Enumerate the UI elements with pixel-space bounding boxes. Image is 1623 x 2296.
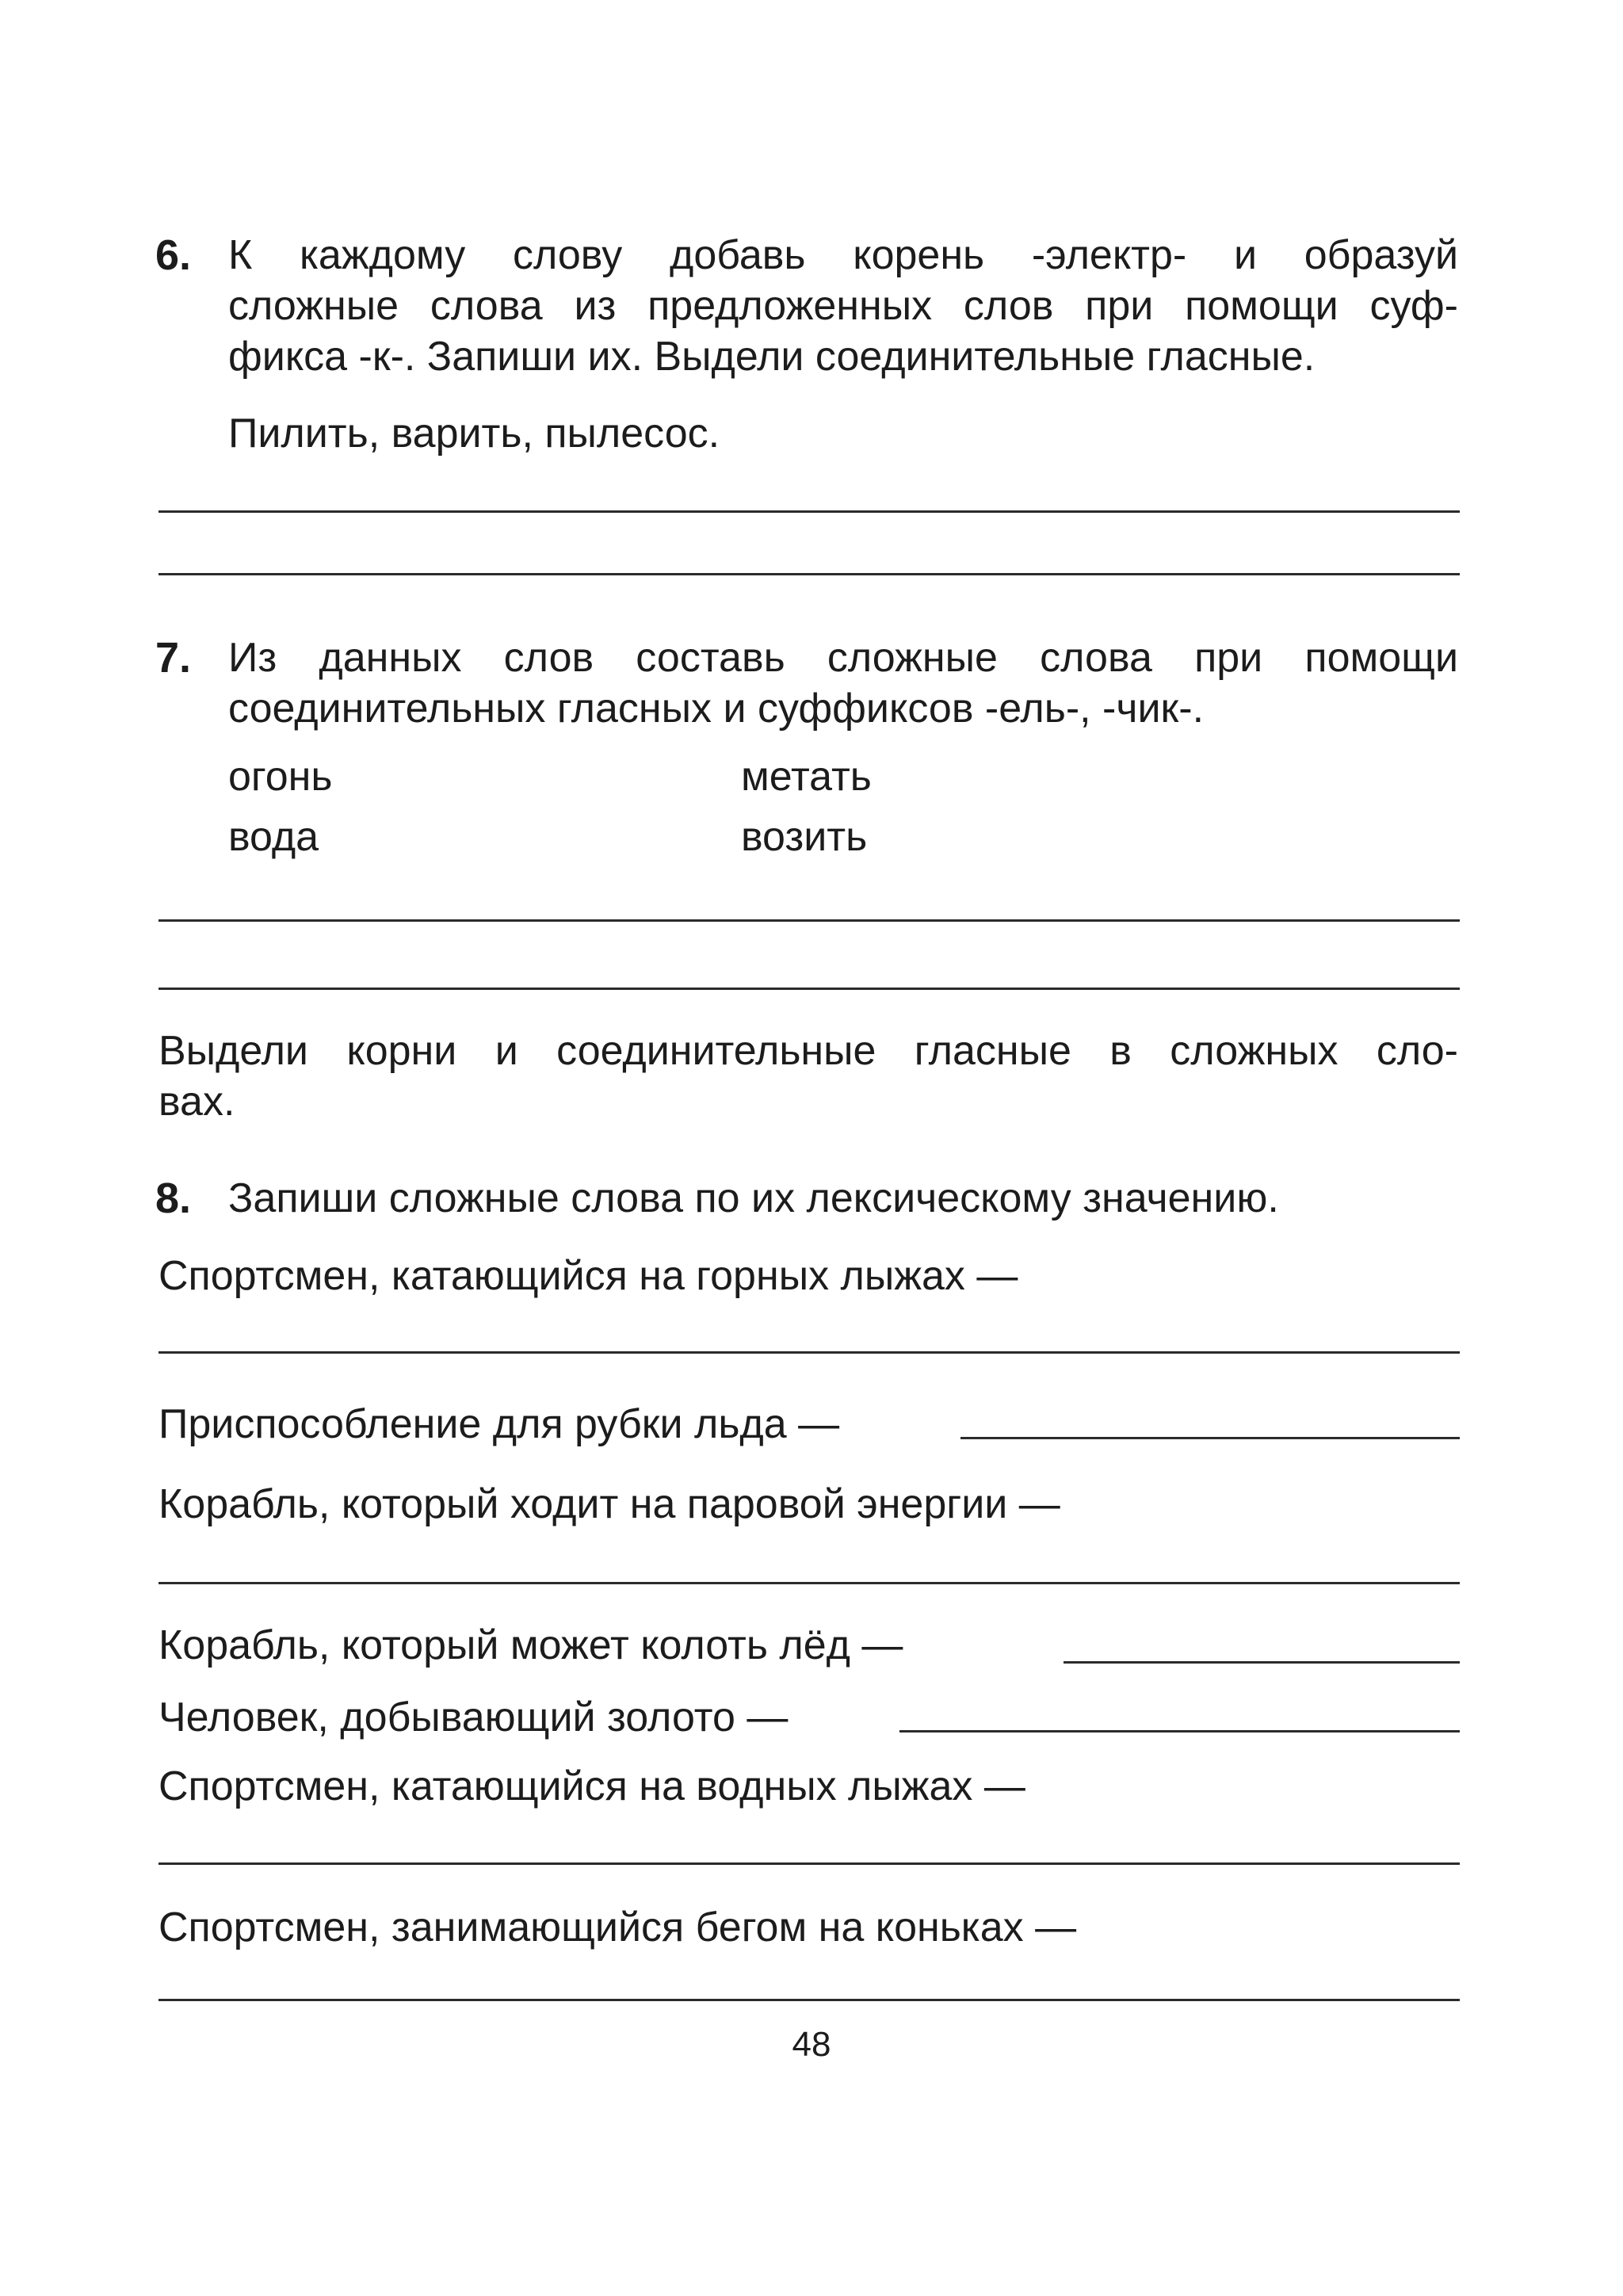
- task-8-item: Человек, добывающий золото —: [158, 1694, 789, 1740]
- task-6-line-2: сложные слова из предложенных слов при помощи суф-: [228, 283, 1458, 329]
- task-7-word: огонь: [228, 754, 333, 800]
- task-8-title: Запиши сложные слова по их лексическому значению.: [228, 1175, 1279, 1221]
- answer-line[interactable]: [158, 919, 1460, 922]
- task-7-note-line-1: Выдели корни и соединительные гласные в сложных сло-: [158, 1028, 1458, 1074]
- answer-line[interactable]: [899, 1730, 1460, 1733]
- task-7-line-2: соединительных гласных и суффиксов -ель-, -чик-.: [228, 686, 1205, 732]
- answer-line[interactable]: [158, 1351, 1460, 1354]
- page-number: 48: [792, 2025, 831, 2064]
- answer-line[interactable]: [960, 1437, 1460, 1439]
- task-6-number: 6.: [155, 231, 192, 279]
- task-7-word: метать: [741, 754, 872, 800]
- answer-line[interactable]: [158, 1999, 1460, 2001]
- task-8-item: Спортсмен, занимающийся бегом на коньках —: [158, 1904, 1077, 1950]
- answer-line[interactable]: [158, 510, 1460, 513]
- task-7-number: 7.: [155, 634, 192, 682]
- task-7-word: возить: [741, 814, 868, 860]
- task-7-line-1: Из данных слов составь сложные слова при помощи: [228, 635, 1458, 681]
- answer-line[interactable]: [1064, 1661, 1460, 1664]
- answer-line[interactable]: [158, 988, 1460, 990]
- task-8-number: 8.: [155, 1175, 192, 1222]
- task-8-item: Спортсмен, катающийся на горных лыжах —: [158, 1253, 1018, 1299]
- answer-line[interactable]: [158, 1862, 1460, 1865]
- task-6-line-1: К каждому слову добавь корень -электр- и образуй: [228, 232, 1458, 278]
- answer-line[interactable]: [158, 573, 1460, 575]
- task-8-item: Приспособление для рубки льда —: [158, 1401, 840, 1447]
- task-8-item: Спортсмен, катающийся на водных лыжах —: [158, 1763, 1025, 1809]
- task-7-note-line-2: вах.: [158, 1079, 235, 1125]
- task-6-words: Пилить, варить, пылесос.: [228, 411, 720, 457]
- answer-line[interactable]: [158, 1582, 1460, 1584]
- task-8-item: Корабль, который ходит на паровой энергии —: [158, 1481, 1060, 1527]
- task-7-word: вода: [228, 814, 319, 860]
- task-8-item: Корабль, который может колоть лёд —: [158, 1622, 903, 1668]
- task-6-line-3: фикса -к-. Запиши их. Выдели соединительные гласные.: [228, 334, 1316, 380]
